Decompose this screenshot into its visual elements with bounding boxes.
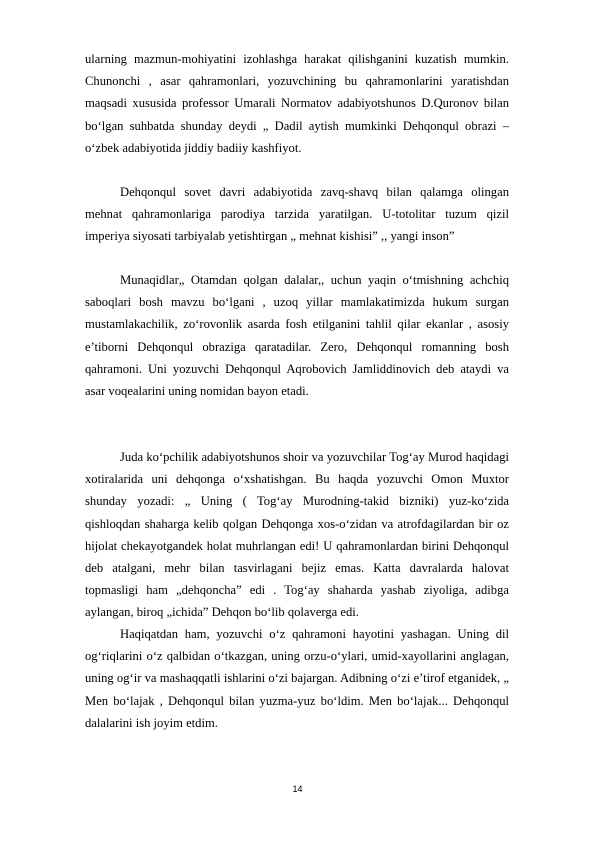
page-number: 14 xyxy=(292,784,303,794)
paragraph-5: Haqiqatdan ham, yozuvchi o‘z qahramoni hayotini yashagan. Uning dil og‘riqlarini o‘z qalbidan o‘tkazgan, uning orzu-o‘ylari, umid-xayollarini anglagan, uning og‘ir va mashaqqatli ishlarini o‘zi bajargan. Adibning o‘zi e’tirof etganidek, „ Men bo‘lajak , Dehqonqul bilan yuzma-yuz bo‘ldim. Men bo‘lajak... Dehqonqul dalalarini ish joyim etdim. xyxy=(85,627,509,730)
paragraph-3: Munaqidlar„ Otamdan qolgan dalalar,, uchun yaqin o‘tmishning achchiq saboqlari bosh mavzu bo‘lgani , uzoq yillar mamlakatimizda hukum surgan mustamlakachilik, zo‘rovonlik asarda fosh etilganini tahlil qilar ekanlar , asosiy e’tiborni Dehqonqul obraziga qaratadilar. Zero, Dehqonqul romanning bosh qahramoni. Uni yozuvchi Dehqonqul Aqrobovich Jamliddinovich deb ataydi va asar voqealarini uning nomidan bayon etadi. xyxy=(85,273,509,399)
paragraph-4: Juda ko‘pchilik adabiyotshunos shoir va yozuvchilar Tog‘ay Murod haqidagi xotiralarida uni dehqonga o‘xshatishgan. Bu haqda yozuvchi Omon Muxtor shunday yozadi: „ Uning ( Tog‘ay Murodning-takid bizniki) yuz-ko‘zida qishloqdan shaharga kelib qolgan Dehqonga xos-o‘zidan va atrofdagilardan bir oz hijolat chekayotgandek holat muhrlangan edi! U qahramonlardan birini Dehqonqul deb atalgani, mehr bilan tasvirlagani bejiz emas. Katta davralarda halovat topmasligi ham „dehqoncha” edi . Tog‘ay shaharda yashab ziyoliga, adibga aylangan, biroq „ichida” Dehqon bo‘lib qolaverga edi. xyxy=(85,450,509,620)
paragraph-1: ularning mazmun-mohiyatini izohlashga harakat qilishganini kuzatish mumkin. Chunonchi , asar qahramonlari, yozuvchining bu qahramonlarini yaratishdan maqsadi xususida professor Umarali Normatov adabiyotshunos D.Quronov bilan bo‘lgan suhbatda shunday deydi „ Dadil aytish mumkinki Dehqonqul obrazi – o‘zbek adabiyotida jiddiy badiiy kashfiyot. xyxy=(85,52,509,155)
paragraph-2: Dehqonqul sovet davri adabiyotida zavq-shavq bilan qalamga olingan mehnat qahramonlariga parodiya tarzida yaratilgan. U-totolitar tuzum qizil imperiya siyosati tarbiyalab yetishtirgan „ mehnat kishisi” ,, yangi inson” xyxy=(85,185,509,244)
